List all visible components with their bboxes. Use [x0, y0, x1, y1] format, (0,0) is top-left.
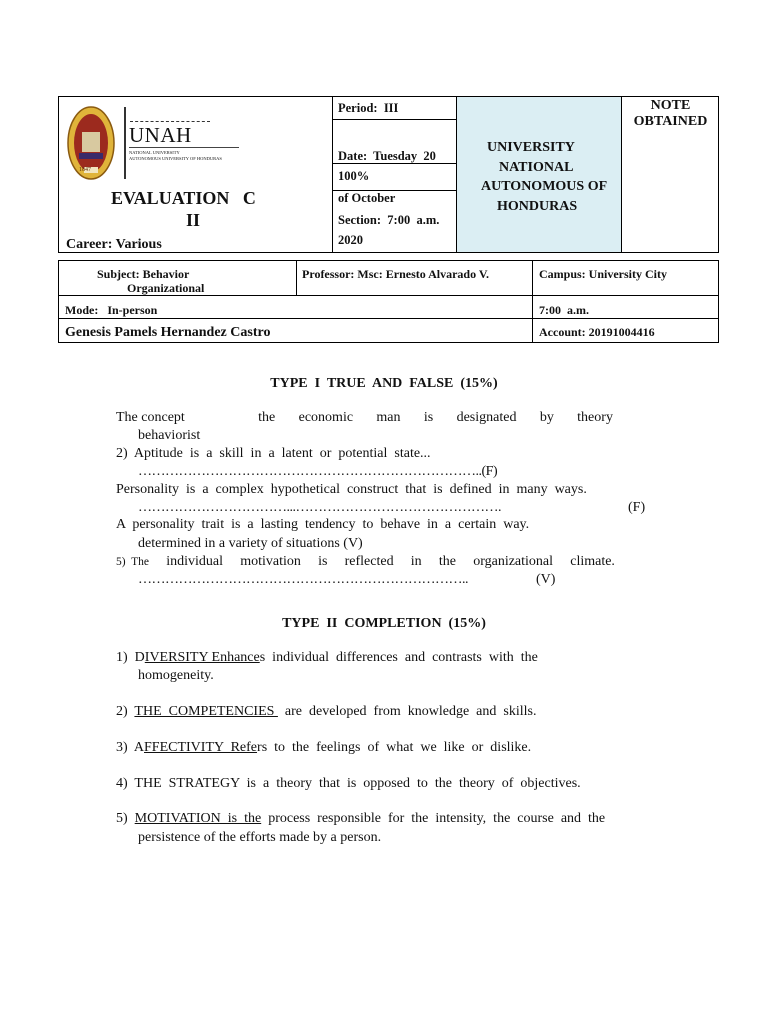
part2-question-1-cont: homogeneity. [138, 668, 214, 683]
part2-title: TYPE II COMPLETION (15%) [282, 616, 486, 631]
part1-question-4: A personality trait is a lasting tendency to behave in a certain way. [116, 517, 530, 532]
section-label: Section: 7:00 a.m. [338, 213, 440, 227]
part1-question-5-answer: (V) [536, 572, 556, 587]
time-label: 7:00 a.m. [539, 303, 589, 317]
part1-title: TYPE I TRUE AND FALSE (15%) [270, 376, 498, 391]
part1-question-1-cont: behaviorist [138, 428, 201, 443]
info-table [58, 260, 719, 343]
part1-question-1: The concept the economic man is designated by theory [116, 410, 613, 425]
part1-question-5-dots: ……………………………………………………………….. [138, 572, 468, 587]
part1-question-3-dots: ……………………………...………………………………………. [138, 500, 501, 515]
period-label: Period: III [338, 101, 399, 115]
part1-question-3-answer: (F) [628, 500, 646, 515]
part2-question-4: 4) THE STRATEGY is a theory that is opposed to the theory of objectives. [116, 776, 581, 791]
evaluation-title-line1: EVALUATION C [111, 188, 256, 208]
part2-question-5: 5) MOTIVATION is the process responsible for the intensity, the course and the [116, 811, 606, 826]
part1-question-2-answer: …………………………………………………………………..(F) [138, 464, 498, 479]
professor-label: Professor: Msc: Ernesto Alvarado V. [302, 267, 489, 281]
university-name: UNIVERSITY NATIONAL AUTONOMOUS OF HONDURAS [481, 140, 608, 214]
part1-question-5: 5) The individual motivation is reflected in the organizational climate. [116, 554, 615, 569]
mode-label: Mode: In-person [65, 303, 158, 317]
percent-label: 100% [338, 169, 370, 183]
logo-dash [130, 121, 210, 122]
part2-answer-1: IVERSITY Enhance [144, 650, 260, 665]
note-obtained-label: NOTE OBTAINED [633, 98, 708, 129]
evaluation-title-line2: II [186, 210, 201, 230]
logo-subtitle-2: AUTONOMOUS UNIVERSITY OF HONDURAS [129, 156, 222, 161]
part2-question-1: 1) DIVERSITY Enhances individual differences and contrasts with the [116, 650, 538, 665]
seal-year: 1847 [79, 167, 91, 173]
header-table [58, 96, 719, 253]
logo-divider [124, 107, 126, 179]
university-seal-icon [67, 105, 115, 181]
part2-question-5-cont: persistence of the efforts made by a person. [138, 830, 382, 845]
logo-text: UNAH [129, 123, 192, 147]
part2-answer-3: FFECTIVITY Refe [144, 740, 258, 755]
account-label: Account: 20191004416 [539, 325, 655, 339]
logo-subtitle-1: NATIONAL UNIVERSITY [129, 150, 180, 155]
part1-question-2: 2) Aptitude is a skill in a latent or potential state... [116, 446, 431, 461]
student-name: Genesis Pamels Hernandez Castro [65, 325, 271, 340]
subject-label: Subject: Behavior Organizational [97, 267, 205, 295]
part1-question-4-answer: determined in a variety of situations (V) [138, 536, 363, 551]
campus-label: Campus: University City [539, 267, 667, 281]
date-label: Date: Tuesday 20 of October 2020 [338, 149, 436, 247]
part2-answer-2: THE COMPETENCIES [134, 704, 278, 719]
part1-question-3: Personality is a complex hypothetical construct that is defined in many ways. [116, 482, 587, 497]
part2-question-2: 2) THE COMPETENCIES are developed from knowledge and skills. [116, 704, 537, 719]
logo-underline [129, 147, 239, 148]
career-label: Career: Various [66, 237, 162, 252]
part2-question-3: 3) AFFECTIVITY Refers to the feelings of what we like or dislike. [116, 740, 532, 755]
part2-answer-5: MOTIVATION is the [134, 811, 262, 826]
